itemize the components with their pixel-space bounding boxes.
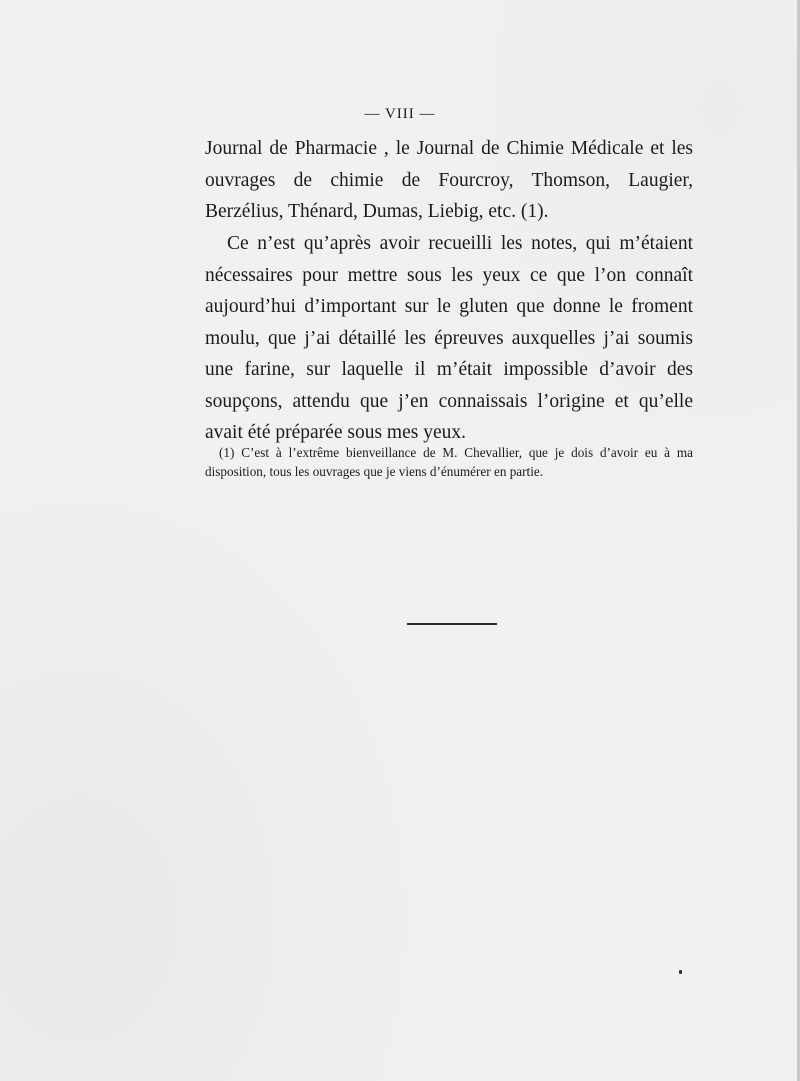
- footnote: (1) C’est à l’extrême bienveillance de M. Chevallier, que je dois d’avoir eu à ma disposition, tous les ouvrages que je viens d’énumérer en partie.: [205, 445, 693, 479]
- paragraph-1: Journal de Pharmacie , le Journal de Chimie Médicale et les ouvrages de chimie de Fourcroy, Thomson, Laugier, Berzélius, Thénard, Dumas, Liebig, etc. (1).: [205, 138, 693, 222]
- section-rule: [407, 623, 497, 625]
- ink-speck: [679, 970, 682, 974]
- paragraph-2: Ce n’est qu’après avoir recueilli les notes, qui m’étaient nécessaires pour mettre sous les yeux ce que l’on connaît aujourd’hui d’important sur le gluten que donne le froment moulu, que j’ai détaillé les épreuves auxquelles j’ai soumis une farine, sur laquelle il m’était impossible d’avoir des soupçons, attendu que j’en connaissais l’origine et qu’elle avait été préparée sous mes yeux.: [205, 233, 693, 443]
- page-number: — VIII —: [364, 106, 436, 122]
